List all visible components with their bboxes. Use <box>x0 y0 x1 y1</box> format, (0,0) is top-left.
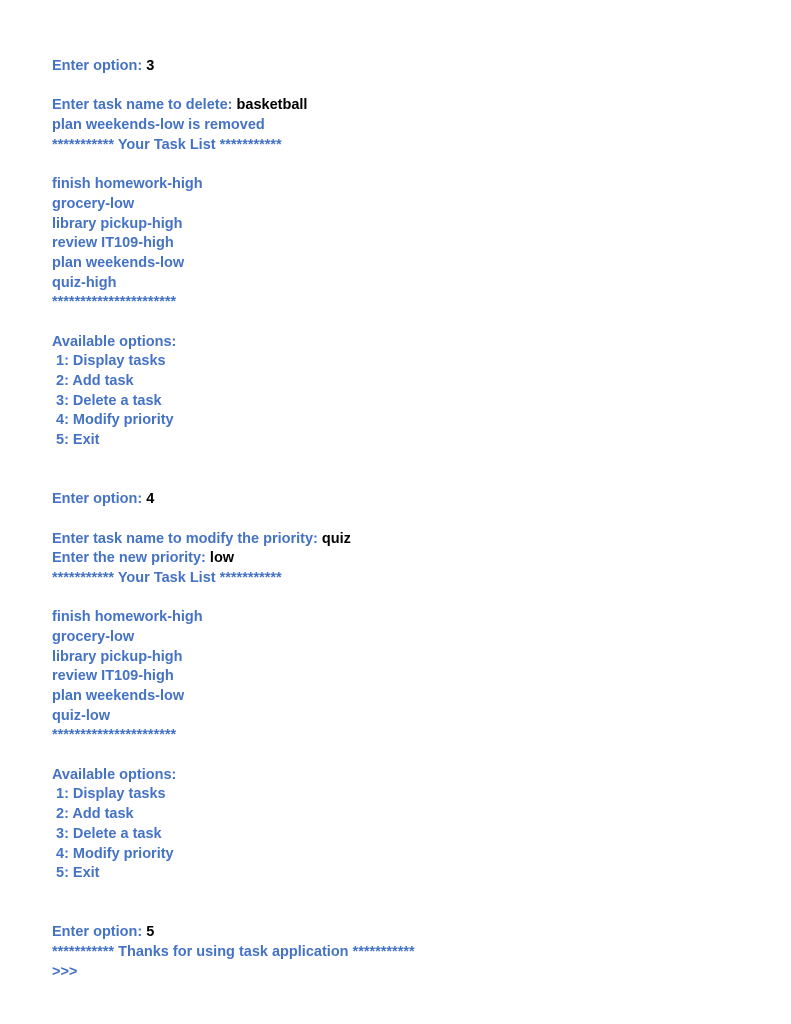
task-list-footer: ********************** <box>52 294 177 311</box>
task-item: quiz-low <box>52 707 110 724</box>
option-prompt: Enter option: <box>52 491 147 508</box>
menu-option-display-tasks: 1: Display tasks <box>56 353 166 370</box>
delete-prompt-line <box>52 96 772 116</box>
task-item: quiz-high <box>52 274 117 291</box>
task-list-header: *********** Your Task List *********** <box>52 136 282 153</box>
task-item: grocery-low <box>52 628 135 645</box>
task-list-header: *********** Your Task List *********** <box>52 569 282 586</box>
task-item: finish homework-high <box>52 609 203 626</box>
menu-option-delete-task: 3: Delete a task <box>56 392 162 409</box>
task-item: library pickup-high <box>52 215 183 232</box>
task-item: plan weekends-low <box>52 254 185 271</box>
option-input-value: 4 <box>146 491 155 508</box>
menu-option-display-tasks: 1: Display tasks <box>56 786 166 803</box>
modify-prompt: Enter task name to modify the priority: <box>52 530 322 547</box>
menu-option-modify-priority: 4: Modify priority <box>56 412 174 429</box>
menu-option-add-task: 2: Add task <box>56 806 134 823</box>
priority-prompt: Enter the new priority: <box>52 550 210 567</box>
menu-title: Available options: <box>52 766 177 783</box>
console-output <box>52 57 772 982</box>
delete-prompt: Enter task name to delete: <box>52 97 237 114</box>
option-prompt: Enter option: <box>52 924 147 941</box>
task-item: review IT109-high <box>52 668 174 685</box>
menu-title: Available options: <box>52 333 177 350</box>
option-prompt-line <box>52 490 772 510</box>
modify-input-value: quiz <box>321 530 351 547</box>
priority-prompt-line <box>52 549 772 569</box>
task-item: grocery-low <box>52 195 135 212</box>
task-item: plan weekends-low <box>52 688 185 705</box>
task-item: library pickup-high <box>52 648 183 665</box>
menu-option-exit: 5: Exit <box>56 865 100 882</box>
option-prompt: Enter option: <box>52 58 147 74</box>
farewell-message: *********** Thanks for using task application *********** <box>52 943 415 960</box>
menu-option-delete-task: 3: Delete a task <box>56 825 162 842</box>
task-item: review IT109-high <box>52 235 174 252</box>
option-input-value: 3 <box>146 58 155 74</box>
removed-message: plan weekends-low is removed <box>52 117 265 134</box>
delete-input-value: basketball <box>236 97 308 114</box>
option-prompt-line <box>52 57 772 77</box>
task-list-footer: ********************** <box>52 727 177 744</box>
priority-input-value: low <box>209 550 235 567</box>
menu-option-exit: 5: Exit <box>56 432 100 449</box>
menu-option-modify-priority: 4: Modify priority <box>56 845 174 862</box>
shell-prompt[interactable]: >>> <box>52 963 78 980</box>
option-input-value: 5 <box>146 924 155 941</box>
menu-option-add-task: 2: Add task <box>56 373 134 389</box>
task-item: finish homework-high <box>52 176 203 193</box>
modify-prompt-line <box>52 530 772 550</box>
option-prompt-line <box>52 923 772 943</box>
